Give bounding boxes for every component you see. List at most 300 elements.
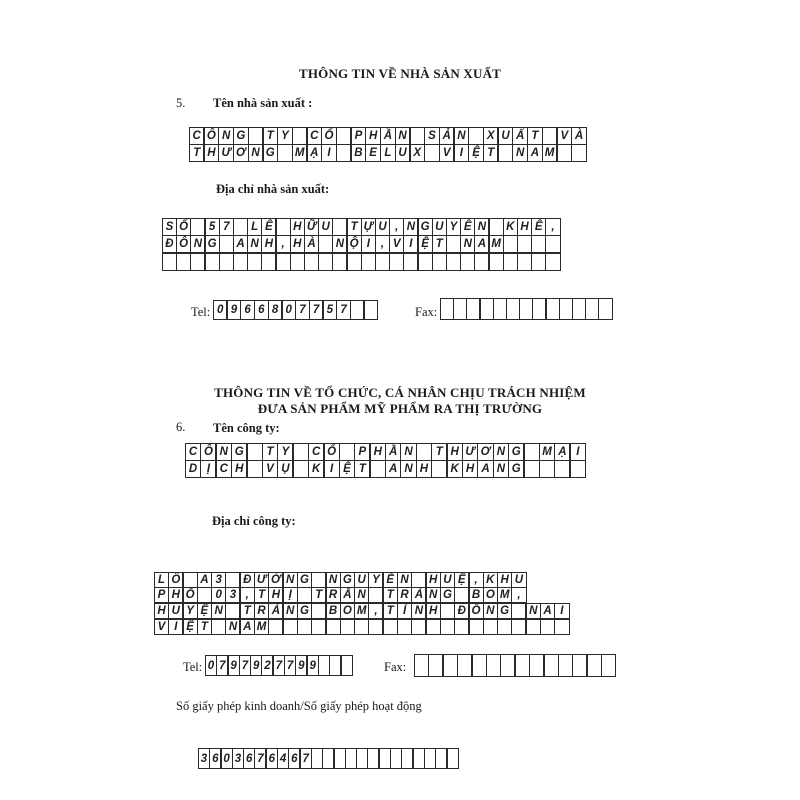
letter-box bbox=[354, 619, 370, 635]
letter-box bbox=[382, 619, 398, 635]
letter-box bbox=[190, 218, 206, 236]
letter-box bbox=[468, 619, 484, 635]
letter-box: , bbox=[368, 603, 384, 619]
letter-box: L bbox=[380, 144, 396, 162]
letter-box: T bbox=[239, 603, 255, 619]
letter-box: H bbox=[369, 443, 386, 461]
letter-box bbox=[290, 253, 306, 271]
letter-box: M bbox=[497, 587, 513, 603]
manufacturer-name-grid bbox=[190, 127, 587, 163]
letter-box: G bbox=[231, 443, 248, 461]
letter-box: P bbox=[354, 443, 371, 461]
letter-box: N bbox=[483, 603, 499, 619]
letter-box bbox=[442, 654, 458, 677]
letter-box: P bbox=[350, 127, 366, 145]
letter-box bbox=[411, 619, 427, 635]
letter-box bbox=[569, 460, 586, 478]
letter-box: U bbox=[511, 572, 527, 588]
letter-box bbox=[411, 572, 427, 588]
letter-box: U bbox=[354, 572, 370, 588]
letter-box: V bbox=[389, 235, 405, 253]
letter-box: M bbox=[354, 603, 370, 619]
letter-box: N bbox=[411, 603, 427, 619]
grid-row bbox=[155, 604, 570, 620]
letter-box bbox=[474, 253, 490, 271]
letter-box bbox=[297, 587, 313, 603]
letter-box bbox=[368, 587, 384, 603]
letter-box bbox=[468, 127, 484, 145]
digit-row bbox=[206, 655, 353, 676]
letter-box: B bbox=[325, 603, 341, 619]
letter-box: U bbox=[375, 218, 391, 236]
responsible-heading-line2: ĐƯA SẢN PHẨM MỸ PHẨM RA THỊ TRƯỜNG bbox=[257, 401, 543, 416]
letter-box: V bbox=[556, 127, 572, 145]
letter-box bbox=[545, 235, 561, 253]
letter-box: 7 bbox=[254, 748, 267, 769]
grid-row bbox=[163, 254, 561, 272]
letter-box bbox=[336, 144, 352, 162]
letter-box: 0 bbox=[205, 655, 218, 676]
letter-box bbox=[497, 619, 513, 635]
letter-box bbox=[340, 655, 353, 676]
letter-box bbox=[268, 619, 284, 635]
letter-box bbox=[556, 144, 572, 162]
letter-box: 0 bbox=[213, 300, 228, 320]
letter-box: Ờ bbox=[268, 572, 284, 588]
grid-row bbox=[163, 218, 561, 236]
letter-box: G bbox=[508, 460, 525, 478]
letter-box: H bbox=[517, 218, 533, 236]
letter-box: 7 bbox=[336, 300, 351, 320]
letter-box: 7 bbox=[216, 655, 229, 676]
letter-box: G bbox=[417, 218, 433, 236]
letter-box bbox=[601, 654, 617, 677]
letter-box: H bbox=[425, 603, 441, 619]
letter-box bbox=[297, 619, 313, 635]
grid-row bbox=[190, 145, 587, 163]
letter-box: R bbox=[397, 587, 413, 603]
letter-box: Ư bbox=[254, 572, 270, 588]
letter-box: H bbox=[203, 144, 219, 162]
letter-box bbox=[211, 619, 227, 635]
letter-box: K bbox=[308, 460, 325, 478]
letter-box: Ụ bbox=[277, 460, 294, 478]
letter-box: 9 bbox=[226, 300, 241, 320]
letter-box: Ư bbox=[462, 443, 479, 461]
letter-box bbox=[182, 572, 198, 588]
letter-box: I bbox=[453, 144, 469, 162]
letter-box: N bbox=[460, 235, 476, 253]
letter-box bbox=[542, 127, 558, 145]
letter-box bbox=[543, 654, 559, 677]
letter-box: G bbox=[262, 144, 278, 162]
letter-box bbox=[397, 619, 413, 635]
letter-box: Ệ bbox=[417, 235, 433, 253]
letter-box: 7 bbox=[295, 300, 310, 320]
letter-box bbox=[523, 443, 540, 461]
letter-box bbox=[446, 748, 459, 769]
letter-box bbox=[488, 253, 504, 271]
manufacturer-tel-label: Tel: bbox=[191, 305, 211, 319]
letter-box: Đ bbox=[162, 235, 178, 253]
letter-box bbox=[598, 298, 613, 320]
letter-box: G bbox=[497, 603, 513, 619]
letter-box bbox=[247, 253, 263, 271]
letter-box bbox=[471, 654, 487, 677]
letter-box bbox=[261, 253, 277, 271]
letter-box: Ố bbox=[182, 587, 198, 603]
letter-box: D bbox=[185, 460, 202, 478]
letter-box: À bbox=[304, 235, 320, 253]
letter-box: N bbox=[525, 603, 541, 619]
letter-box: V bbox=[262, 460, 279, 478]
letter-box bbox=[416, 443, 433, 461]
letter-box: H bbox=[268, 587, 284, 603]
letter-box: N bbox=[453, 127, 469, 145]
letter-box: A bbox=[239, 619, 255, 635]
letter-box: 2 bbox=[261, 655, 274, 676]
letter-box: 7 bbox=[284, 655, 297, 676]
letter-box bbox=[311, 572, 327, 588]
letter-box: Ộ bbox=[346, 235, 362, 253]
letter-box: E bbox=[365, 144, 381, 162]
letter-box bbox=[454, 587, 470, 603]
letter-box: 3 bbox=[232, 748, 245, 769]
letter-box: 6 bbox=[209, 748, 222, 769]
letter-box bbox=[204, 253, 220, 271]
letter-box: H bbox=[168, 587, 184, 603]
letter-box: O bbox=[340, 603, 356, 619]
letter-box bbox=[572, 654, 588, 677]
letter-box bbox=[517, 253, 533, 271]
letter-box: Ả bbox=[439, 127, 455, 145]
letter-box bbox=[488, 218, 504, 236]
letter-box bbox=[368, 619, 384, 635]
letter-box bbox=[363, 300, 378, 320]
letter-box bbox=[511, 603, 527, 619]
letter-box bbox=[361, 253, 377, 271]
letter-box: S bbox=[424, 127, 440, 145]
manufacturer-heading: THÔNG TIN VỀ NHÀ SẢN XUẤT bbox=[298, 66, 502, 81]
letter-box: H bbox=[497, 572, 513, 588]
letter-box: Y bbox=[182, 603, 198, 619]
company-address-grid bbox=[155, 572, 570, 636]
grid-row bbox=[190, 127, 587, 145]
letter-box: 5 bbox=[204, 218, 220, 236]
letter-box: 3 bbox=[198, 748, 211, 769]
letter-box: Đ bbox=[239, 572, 255, 588]
letter-box: A bbox=[540, 603, 556, 619]
letter-box: H bbox=[261, 235, 277, 253]
letter-box: I bbox=[403, 235, 419, 253]
letter-box: N bbox=[512, 144, 528, 162]
letter-box: N bbox=[493, 460, 510, 478]
license-grid bbox=[199, 748, 459, 769]
letter-box bbox=[446, 235, 462, 253]
letter-box: A bbox=[527, 144, 543, 162]
letter-box: 0 bbox=[281, 300, 296, 320]
letter-box: Ỉ bbox=[397, 603, 413, 619]
letter-box bbox=[511, 619, 527, 635]
letter-box: N bbox=[425, 587, 441, 603]
letter-box: T bbox=[311, 587, 327, 603]
letter-box: N bbox=[400, 460, 417, 478]
letter-box bbox=[514, 654, 530, 677]
letter-box: T bbox=[527, 127, 543, 145]
letter-box bbox=[531, 253, 547, 271]
letter-box: T bbox=[262, 127, 278, 145]
letter-box: L bbox=[247, 218, 263, 236]
letter-box: 6 bbox=[265, 748, 278, 769]
letter-box: Ầ bbox=[380, 127, 396, 145]
letter-box: H bbox=[290, 218, 306, 236]
letter-box bbox=[446, 253, 462, 271]
manufacturer-address-label: Địa chỉ nhà sản xuất: bbox=[216, 182, 330, 196]
company-name-label: Tên công ty: bbox=[213, 421, 280, 435]
grid-row bbox=[155, 572, 570, 588]
letter-box bbox=[454, 619, 470, 635]
letter-box: H bbox=[425, 572, 441, 588]
grid-row bbox=[155, 620, 570, 636]
letter-box: Ị bbox=[200, 460, 217, 478]
letter-box: 7 bbox=[272, 655, 285, 676]
manufacturer-fax-grid bbox=[441, 298, 613, 320]
letter-box: Ê bbox=[531, 218, 547, 236]
license-label: Số giấy phép kinh doanh/Số giấy phép hoạt động bbox=[176, 699, 422, 713]
letter-box bbox=[540, 619, 556, 635]
letter-box bbox=[311, 619, 327, 635]
letter-box: 0 bbox=[220, 748, 233, 769]
company-fax-label: Fax: bbox=[384, 660, 407, 674]
letter-box: K bbox=[483, 572, 499, 588]
letter-box: Ơ bbox=[233, 144, 249, 162]
letter-box: Đ bbox=[454, 603, 470, 619]
letter-box: N bbox=[325, 572, 341, 588]
letter-box: , bbox=[468, 572, 484, 588]
letter-box: H bbox=[154, 603, 170, 619]
letter-box: , bbox=[545, 218, 561, 236]
letter-box bbox=[318, 235, 334, 253]
letter-box: U bbox=[168, 603, 184, 619]
letter-box: R bbox=[254, 603, 270, 619]
letter-box: T bbox=[483, 144, 499, 162]
letter-box: A bbox=[477, 460, 494, 478]
letter-box bbox=[292, 127, 308, 145]
letter-box bbox=[539, 460, 556, 478]
letter-box: 3 bbox=[211, 572, 227, 588]
company-fax-grid bbox=[415, 654, 616, 677]
letter-box: U bbox=[440, 572, 456, 588]
letter-box bbox=[332, 253, 348, 271]
letter-box: G bbox=[233, 127, 249, 145]
letter-box: 8 bbox=[268, 300, 283, 320]
letter-box: 9 bbox=[250, 655, 263, 676]
letter-box bbox=[545, 253, 561, 271]
letter-box: , bbox=[389, 218, 405, 236]
letter-box bbox=[531, 235, 547, 253]
letter-box: T bbox=[189, 144, 205, 162]
letter-box: 0 bbox=[211, 587, 227, 603]
letter-box bbox=[558, 654, 574, 677]
manufacturer-address-grid bbox=[163, 218, 561, 272]
letter-box: H bbox=[462, 460, 479, 478]
letter-box: Ô bbox=[176, 235, 192, 253]
letter-box bbox=[336, 127, 352, 145]
letter-box: Ả bbox=[411, 587, 427, 603]
letter-box: 9 bbox=[306, 655, 319, 676]
letter-box: G bbox=[340, 572, 356, 588]
letter-box bbox=[375, 253, 391, 271]
letter-box bbox=[369, 460, 386, 478]
letter-box bbox=[292, 460, 309, 478]
letter-box: B bbox=[468, 587, 484, 603]
letter-box bbox=[277, 144, 293, 162]
company-tel-label: Tel: bbox=[183, 660, 203, 674]
digit-row bbox=[441, 298, 613, 320]
letter-box: N bbox=[215, 443, 232, 461]
letter-box: U bbox=[318, 218, 334, 236]
letter-box: M bbox=[539, 443, 556, 461]
letter-box: K bbox=[503, 218, 519, 236]
letter-box: G bbox=[440, 587, 456, 603]
letter-box: 7 bbox=[239, 655, 252, 676]
letter-box bbox=[162, 253, 178, 271]
letter-box: Ô bbox=[168, 572, 184, 588]
letter-box bbox=[500, 654, 516, 677]
letter-box: Ễ bbox=[382, 572, 398, 588]
letter-box bbox=[176, 253, 192, 271]
letter-box: Ô bbox=[203, 127, 219, 145]
letter-box: Ị bbox=[282, 587, 298, 603]
letter-box: X bbox=[483, 127, 499, 145]
grid-row bbox=[155, 588, 570, 604]
digit-row bbox=[214, 300, 378, 320]
letter-box: H bbox=[231, 460, 248, 478]
letter-box: Y bbox=[277, 443, 294, 461]
letter-box: T bbox=[382, 587, 398, 603]
letter-box bbox=[425, 619, 441, 635]
company-tel-grid bbox=[206, 655, 353, 676]
letter-box: N bbox=[493, 443, 510, 461]
letter-box: N bbox=[397, 572, 413, 588]
letter-box: Ả bbox=[268, 603, 284, 619]
manufacturer-tel-grid bbox=[214, 300, 378, 320]
letter-box: 9 bbox=[227, 655, 240, 676]
letter-box: T bbox=[346, 218, 362, 236]
letter-box: C bbox=[215, 460, 232, 478]
letter-box: Ư bbox=[218, 144, 234, 162]
company-address-label: Địa chỉ công ty: bbox=[212, 514, 296, 528]
letter-box: , bbox=[275, 235, 291, 253]
letter-box bbox=[225, 572, 241, 588]
letter-box: G bbox=[508, 443, 525, 461]
letter-box bbox=[523, 460, 540, 478]
letter-box: M bbox=[488, 235, 504, 253]
letter-box: C bbox=[189, 127, 205, 145]
letter-box: H bbox=[365, 127, 381, 145]
letter-box: I bbox=[569, 443, 586, 461]
letter-box: Ệ bbox=[182, 619, 198, 635]
letter-box bbox=[233, 218, 249, 236]
letter-box bbox=[346, 253, 362, 271]
section-5-number: 5. bbox=[176, 96, 186, 110]
letter-box: 5 bbox=[322, 300, 337, 320]
letter-box bbox=[197, 587, 213, 603]
letter-box: V bbox=[439, 144, 455, 162]
letter-box bbox=[292, 443, 309, 461]
letter-box: G bbox=[297, 603, 313, 619]
letter-box bbox=[483, 619, 499, 635]
letter-box: K bbox=[446, 460, 463, 478]
letter-box: N bbox=[282, 603, 298, 619]
letter-box: Y bbox=[446, 218, 462, 236]
letter-box bbox=[586, 654, 602, 677]
section-6-number: 6. bbox=[176, 420, 186, 434]
letter-box: Ổ bbox=[323, 443, 340, 461]
company-name-grid bbox=[186, 443, 586, 479]
letter-box: 6 bbox=[288, 748, 301, 769]
letter-box bbox=[275, 253, 291, 271]
letter-box: C bbox=[308, 443, 325, 461]
letter-box: A bbox=[385, 460, 402, 478]
letter-box: N bbox=[282, 572, 298, 588]
letter-box bbox=[389, 253, 405, 271]
letter-box bbox=[417, 253, 433, 271]
letter-box: 6 bbox=[243, 748, 256, 769]
letter-box: Ệ bbox=[197, 603, 213, 619]
letter-box: N bbox=[354, 587, 370, 603]
letter-box: H bbox=[416, 460, 433, 478]
letter-box: A bbox=[474, 235, 490, 253]
letter-box: N bbox=[474, 218, 490, 236]
letter-box: N bbox=[247, 235, 263, 253]
letter-box: 9 bbox=[295, 655, 308, 676]
letter-box: A bbox=[197, 572, 213, 588]
letter-box: C bbox=[185, 443, 202, 461]
letter-box: T bbox=[431, 443, 448, 461]
letter-box bbox=[503, 235, 519, 253]
letter-box: Y bbox=[277, 127, 293, 145]
letter-box: N bbox=[225, 619, 241, 635]
letter-box: I bbox=[323, 460, 340, 478]
letter-box bbox=[325, 619, 341, 635]
letter-box: P bbox=[154, 587, 170, 603]
letter-box bbox=[233, 253, 249, 271]
letter-box: I bbox=[321, 144, 337, 162]
letter-box: M bbox=[542, 144, 558, 162]
letter-box: N bbox=[395, 127, 411, 145]
letter-box: U bbox=[497, 127, 513, 145]
letter-box bbox=[486, 654, 502, 677]
letter-box: R bbox=[325, 587, 341, 603]
letter-box bbox=[403, 253, 419, 271]
letter-box: , bbox=[239, 587, 255, 603]
letter-box: N bbox=[190, 235, 206, 253]
letter-box bbox=[517, 235, 533, 253]
manufacturer-name-label: Tên nhà sản xuất : bbox=[213, 96, 313, 110]
letter-box bbox=[525, 619, 541, 635]
letter-box: O bbox=[483, 587, 499, 603]
letter-box: T bbox=[354, 460, 371, 478]
letter-box: T bbox=[254, 587, 270, 603]
letter-box bbox=[246, 460, 263, 478]
letter-box: V bbox=[154, 619, 170, 635]
letter-box bbox=[457, 654, 473, 677]
letter-box: L bbox=[154, 572, 170, 588]
letter-box: 7 bbox=[219, 218, 235, 236]
letter-box: À bbox=[571, 127, 587, 145]
letter-box bbox=[219, 253, 235, 271]
